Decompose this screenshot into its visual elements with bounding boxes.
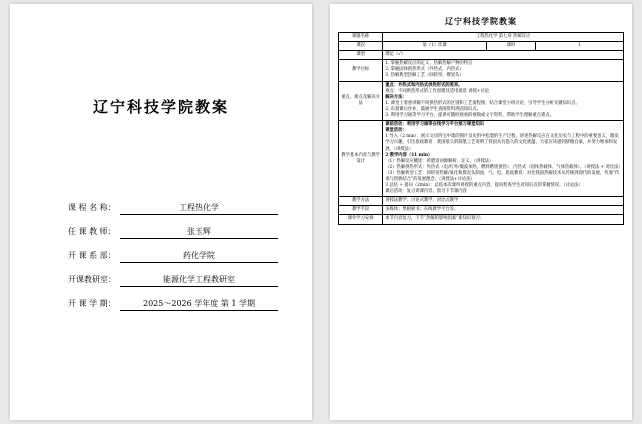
design-line: 课后活动：复习讲课内容，预习下节课内容 <box>385 189 467 195</box>
after-value: 本节内容复习，下节“热解的影响因素”新知识预习； <box>383 215 624 224</box>
field-teacher <box>68 224 278 240</box>
field-course-name <box>68 200 278 216</box>
key-line: 难点：不同供热形式的工作原理及适用场景 讲授+讨论 <box>385 88 490 94</box>
field-label: 任 课 教 师： <box>68 227 116 236</box>
row-session <box>339 42 624 51</box>
field-value: 能源化学工程教研室 <box>120 273 278 287</box>
field-value: 药化学院 <box>120 249 278 263</box>
session-value: 第（1）次课 <box>383 42 487 51</box>
field-department <box>68 248 278 264</box>
row-means <box>339 206 624 215</box>
design-line: （3）热解典型工艺：回转窑热解/氧化和煤炭头制油、气、电。思政教育：对比我国热解技术从传统到现代的发展，传递“传承与创新结合”的发展理念。（讲授法+讨论法） <box>385 170 620 182</box>
method-value: 讲授法教学；讨论式教学；对比式教学 <box>383 197 624 206</box>
goal-line: 3. 热解典型热解工艺（回转窑、燎炭头） <box>385 73 464 79</box>
key-line: 1. 课堂上着重讲解不同供热形式的区别和工艺流程图，结合课堂小组讨论，引导学生分析关键知识点。 <box>385 100 580 106</box>
design-line: （2）热解供热形式：外热式（电/红外/微波加热、燃料燃烧供热）、内热式（固体热载体、气体热载体）。（讲授法 + 对比法） <box>385 164 623 170</box>
goals-label: 教学目标 <box>339 60 383 81</box>
design-label: 教学基本内容与教学设计 <box>339 121 383 197</box>
cover-title: 辽宁科技学院教案 <box>92 98 229 116</box>
lesson-plan-table <box>338 32 624 225</box>
topic-label: 课题名称 <box>339 33 383 42</box>
hours-label: 课时 <box>487 42 536 51</box>
design-line: 课前活动：利用学习通等在线学习平台预习课堂知识 <box>385 122 485 128</box>
design-line: 2 教学内容（11 min） <box>385 152 433 158</box>
key-line: 解决方法： <box>385 94 407 100</box>
design-line: 3 总结 + 提问（2min）：总结本次课所讲授的重点内容，提问检查学生对知识点的掌握情况。（讨论法） <box>385 183 583 189</box>
design-line: 1 导入（2 min）：展示文房四宝中墨的图片及史料中松墨的生产过程，讲述热解反应在文化历史与工程中的重要意义，激发学习兴趣，引出思政教育：我国很久的制墨工艺说明了我国具有悠久的文化底蕴，大家应该感到骄傲自豪，并努力继承和发展。（讲授法） <box>385 134 619 152</box>
field-value: 张玉辉 <box>120 225 278 239</box>
goals-cell <box>383 60 624 81</box>
means-label: 教学手段 <box>339 206 383 215</box>
plan-title: 辽宁科技学院教案 <box>445 16 517 26</box>
row-design <box>339 121 624 197</box>
field-semester <box>68 296 278 312</box>
row-method <box>339 197 624 206</box>
after-label: 课外学习安排 <box>339 215 383 224</box>
cover-page <box>10 4 312 420</box>
field-label: 课 程 名 称： <box>68 203 116 212</box>
key-line: 重点：外热式和内热式供热形式的差异。 <box>385 82 463 88</box>
field-value: 2025～2026 学年度 第 1 学期 <box>120 297 278 311</box>
row-key-points <box>339 81 624 121</box>
means-value: 多媒体；黑板板书；在线教学平台等。 <box>383 206 624 215</box>
design-line: 课堂活动： <box>385 128 407 134</box>
key-cell <box>383 81 624 121</box>
hours-value: 1 <box>535 42 623 51</box>
row-type <box>339 51 624 60</box>
row-after-class <box>339 215 624 224</box>
goal-line: 1. 掌握热解反应的定义、热解热解产物的特点 <box>385 61 473 67</box>
field-label: 开课教研室： <box>68 275 116 284</box>
goal-line: 2. 掌握固体供热形式（外热式，内热式） <box>385 67 464 73</box>
type-label: 课型 <box>339 51 383 60</box>
field-label: 开 课 学 期： <box>68 299 116 308</box>
topic-value: 工程热化学 第七章 热解反应 <box>383 33 624 42</box>
lesson-plan-page <box>330 4 632 420</box>
key-line: 3. 利用学习通等学习平台，提供可随时观看的视频或文字资料，帮助学生理解重点难点。 <box>385 113 554 119</box>
row-topic <box>339 33 624 42</box>
key-label: 重点、难点及解决方法 <box>339 81 383 121</box>
design-cell <box>383 121 624 197</box>
field-value: 工程热化学 <box>120 201 278 215</box>
type-value: 理论（√） <box>383 51 624 60</box>
field-label: 开 课 系 部： <box>68 251 116 260</box>
row-goals <box>339 60 624 81</box>
method-label: 教学方法 <box>339 197 383 206</box>
key-line: 2. 布置课后作业，鼓励学生查阅资料巩固知识点。 <box>385 106 481 112</box>
session-label: 课次 <box>339 42 383 51</box>
field-teaching-office <box>68 272 278 288</box>
design-line: （1）热解反应概述：希腊语词源解析、定义。（讲授法） <box>385 158 494 164</box>
